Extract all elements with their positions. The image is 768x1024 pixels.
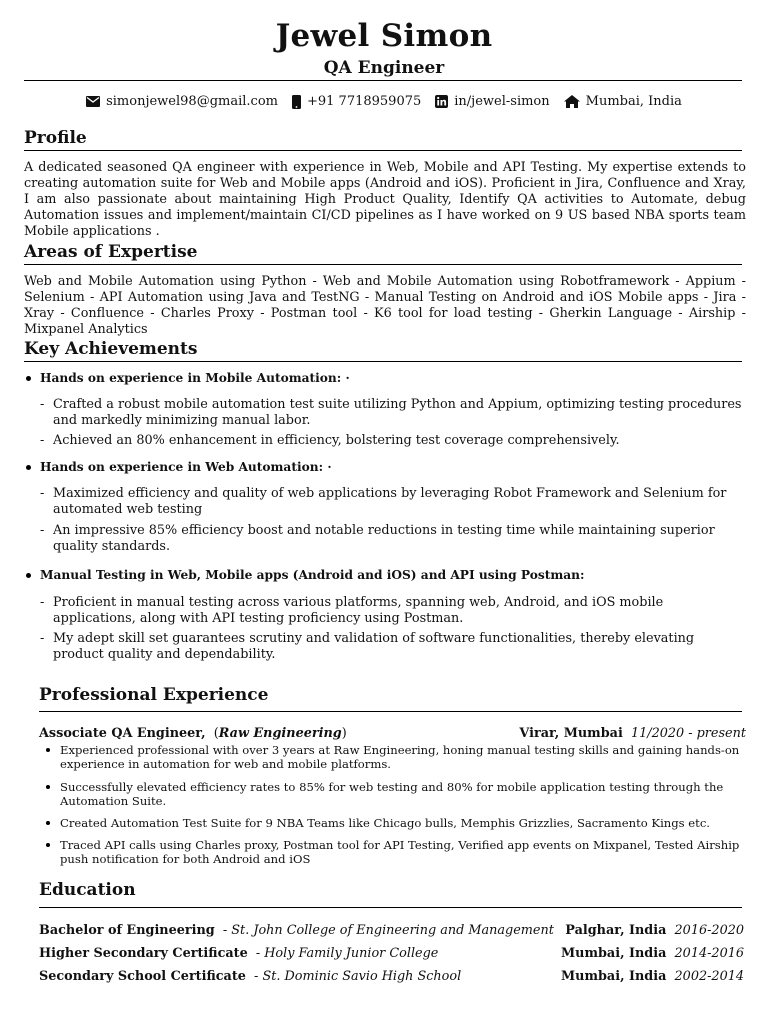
- job-company: Raw Engineering: [218, 726, 342, 741]
- experience-point-text: Traced API calls using Charles proxy, Postman tool for API Testing, Verified app events on Mixpanel, Tested Airship push notification for both Android and iOS: [60, 838, 740, 866]
- education-row: Secondary School Certificate - St. Dominic Savio High School Mumbai, India 2002-2014: [39, 969, 744, 984]
- bullet-dot: [26, 465, 31, 470]
- contact-linkedin[interactable]: [435, 94, 549, 109]
- contact-email-text: simonjewel98@gmail.com: [106, 94, 278, 109]
- expertise-text: Web and Mobile Automation using Python - Web and Mobile Automation using Robotframework - Appium - Selenium - API Automation using Java and TestNG - Manual Testing on Android and iOS Mobile apps - Jira - Xray - Confluence - Charles Proxy - Postman tool - K6 tool for load testing - Gherkin Language - Airship - Mixpanel Analytics: [24, 274, 746, 337]
- edu-dates: 2014-2016: [674, 946, 744, 961]
- education-row: Higher Secondary Certificate - Holy Family Junior College Mumbai, India 2014-2016: [39, 946, 744, 961]
- experience-rule: [39, 711, 742, 712]
- edu-school: St. John College of Engineering and Management: [231, 923, 554, 938]
- achievement-title-text: Manual Testing in Web, Mobile apps (Android and iOS) and API using Postman:: [40, 568, 585, 582]
- contact-location: [564, 94, 682, 109]
- linkedin-icon: [435, 95, 448, 108]
- job-title: QA Engineer: [323, 58, 445, 78]
- contact-location-text: Mumbai, India: [585, 94, 682, 109]
- edu-dates: 2002-2014: [674, 969, 744, 984]
- achievement-point-text: Maximized efficiency and quality of web applications by leveraging Robot Framework and Selenium for automated web testing: [53, 486, 727, 517]
- experience-point-text: Experienced professional with over 3 years at Raw Engineering, honing manual testing skills and gaining hands-on experience in automation for web and mobile platforms.: [60, 743, 740, 771]
- achievement-point-text: Proficient in manual testing across various platforms, spanning web, Android, and iOS mobile applications, along with API testing proficiency using Postman.: [53, 595, 664, 626]
- achievement-point: - Achieved an 80% enhancement in efficiency, bolstering test coverage comprehensively.: [40, 433, 746, 449]
- experience-point: [46, 838, 760, 866]
- experience-point: [46, 743, 760, 771]
- contact-phone-text: +91 7718959075: [306, 94, 422, 109]
- achievement-point-text: Crafted a robust mobile automation test suite utilizing Python and Appium, optimizing testing procedures and markedly minimizing manual labor.: [53, 397, 742, 428]
- experience-heading: Professional Experience: [39, 685, 269, 705]
- home-icon: [564, 95, 580, 108]
- achievement-point-text: Achieved an 80% enhancement in efficiency, bolstering test coverage comprehensively.: [53, 433, 620, 448]
- job-role: Associate QA Engineer,: [39, 726, 206, 741]
- header-rule: [24, 80, 742, 81]
- education-row: Bachelor of Engineering - St. John College of Engineering and Management Palghar, India 2016-2020: [39, 923, 744, 938]
- achievement-point: - My adept skill set guarantees scrutiny and validation of software functionalities, thereby elevating product quality and dependability.: [40, 631, 746, 663]
- profile-text: A dedicated seasoned QA engineer with experience in Web, Mobile and API Testing. My expertise extends to creating automation suite for Web and Mobile apps (Android and iOS). Proficient in Jira, Confluence and Xray, I am also passionate about maintaining High Product Quality, Identify QA activities to Automate, debug Automation issues and implement/maintain CI/CD pipelines as I have worked on 9 US based NBA sports team Mobile applications .: [24, 160, 746, 239]
- achievement-point: - An impressive 85% efficiency boost and notable reductions in testing time while maintaining superior quality standards.: [40, 523, 746, 555]
- edu-dates: 2016-2020: [674, 923, 744, 938]
- contact-bar: [0, 94, 768, 109]
- contact-linkedin-text: in/jewel-simon: [454, 94, 550, 109]
- job-location: Virar, Mumbai: [519, 726, 623, 741]
- edu-location: Mumbai, India: [560, 969, 667, 984]
- achievement-title: [26, 371, 350, 385]
- mobile-phone-icon: [292, 95, 301, 109]
- edu-degree: Secondary School Certificate: [39, 969, 246, 984]
- experience-point: [46, 780, 760, 808]
- achievement-title: [26, 460, 332, 474]
- contact-phone[interactable]: [292, 94, 421, 109]
- experience-point: [46, 816, 760, 830]
- job-dates: 11/2020 - present: [630, 726, 746, 741]
- edu-school: St. Dominic Savio High School: [262, 969, 462, 984]
- achievement-point: - Maximized efficiency and quality of web applications by leveraging Robot Framework and Selenium for automated web testing: [40, 486, 746, 518]
- experience-point-text: Successfully elevated efficiency rates to 85% for web testing and 80% for mobile application testing through the Automation Suite.: [60, 780, 724, 808]
- achievement-title-text: Hands on experience in Mobile Automation: ·: [40, 371, 350, 385]
- achievement-point: - Crafted a robust mobile automation test suite utilizing Python and Appium, optimizing testing procedures and markedly minimizing manual labor.: [40, 397, 746, 429]
- education-heading: Education: [39, 880, 136, 900]
- profile-heading: Profile: [24, 128, 87, 148]
- expertise-heading: Areas of Expertise: [24, 242, 198, 262]
- edu-school: Holy Family Junior College: [264, 946, 439, 961]
- experience-point-text: Created Automation Test Suite for 9 NBA Teams like Chicago bulls, Memphis Grizzlies, Sacramento Kings etc.: [60, 816, 710, 830]
- edu-location: Palghar, India: [565, 923, 667, 938]
- bullet-dot: [26, 376, 31, 381]
- bullet-dot: [26, 573, 31, 578]
- achievement-title-text: Hands on experience in Web Automation: ·: [40, 460, 332, 474]
- achievement-point: - Proficient in manual testing across various platforms, spanning web, Android, and iOS mobile applications, along with API testing proficiency using Postman.: [40, 595, 746, 627]
- achievement-point-text: An impressive 85% efficiency boost and notable reductions in testing time while maintaining superior quality standards.: [53, 523, 715, 554]
- edu-location: Mumbai, India: [560, 946, 667, 961]
- job-header: Associate QA Engineer, (Raw Engineering) Virar, Mumbai 11/2020 - present: [39, 726, 746, 741]
- edu-degree: Higher Secondary Certificate: [39, 946, 248, 961]
- job-location-dates: [519, 726, 746, 741]
- education-rule: [39, 907, 742, 908]
- profile-rule: [24, 150, 742, 151]
- contact-email[interactable]: [86, 94, 278, 109]
- candidate-name: Jewel Simon: [275, 18, 493, 54]
- envelope-icon: [86, 96, 100, 107]
- edu-degree: Bachelor of Engineering: [39, 923, 215, 938]
- achievements-heading: Key Achievements: [24, 339, 198, 359]
- achievements-rule: [24, 361, 742, 362]
- expertise-rule: [24, 264, 742, 265]
- achievement-title: [26, 568, 584, 582]
- achievement-point-text: My adept skill set guarantees scrutiny and validation of software functionalities, thereby elevating product quality and dependability.: [53, 631, 695, 662]
